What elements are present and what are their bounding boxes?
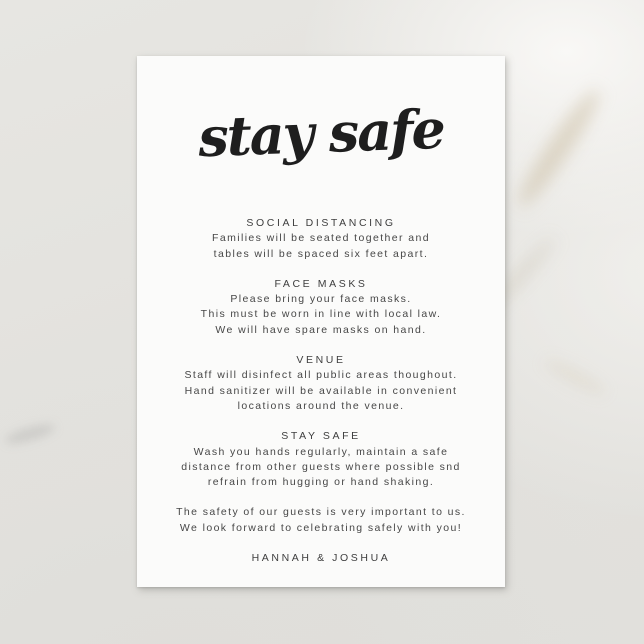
closing-line: The safety of our guests is very important to us. — [176, 506, 466, 519]
section-line: Staff will disinfect all public areas thoughout. — [184, 369, 458, 382]
section-line: locations around the venue. — [237, 399, 405, 412]
section-heading: STAY SAFE — [281, 430, 361, 443]
card-title-script: stay safe — [197, 96, 445, 170]
marble-vein-mid-right — [541, 354, 609, 399]
section-line: Families will be seated together and — [212, 232, 430, 245]
section-line: We will have spare masks on hand. — [215, 323, 427, 336]
section-line: Hand sanitizer will be available in convenient — [184, 384, 458, 397]
section-heading: FACE MASKS — [274, 277, 368, 290]
couple-names-signature: HANNAH & JOSHUA — [251, 552, 391, 565]
section-line: Please bring your face masks. — [230, 293, 412, 306]
section-heading: SOCIAL DISTANCING — [246, 217, 396, 229]
section-social-distancing — [137, 216, 505, 262]
section-line: distance from other guests where possible snd — [181, 460, 461, 473]
section-venue — [137, 353, 505, 414]
closing-line: We look forward to celebrating safely with you! — [179, 521, 463, 534]
closing-message — [137, 505, 505, 536]
section-heading: VENUE — [296, 354, 346, 367]
card-body — [137, 216, 505, 566]
section-line: tables will be spaced six feet apart. — [213, 247, 429, 260]
stay-safe-card — [137, 56, 505, 587]
marble-vein-top-right — [511, 84, 608, 212]
marble-vein-left — [3, 421, 56, 447]
section-line: Wash you hands regularly, maintain a safe — [193, 445, 449, 458]
section-line: This must be worn in line with local law. — [200, 308, 442, 321]
section-line: refrain from hugging or hand shaking. — [207, 476, 435, 489]
section-face-masks — [137, 277, 505, 338]
section-stay-safe — [137, 429, 505, 490]
